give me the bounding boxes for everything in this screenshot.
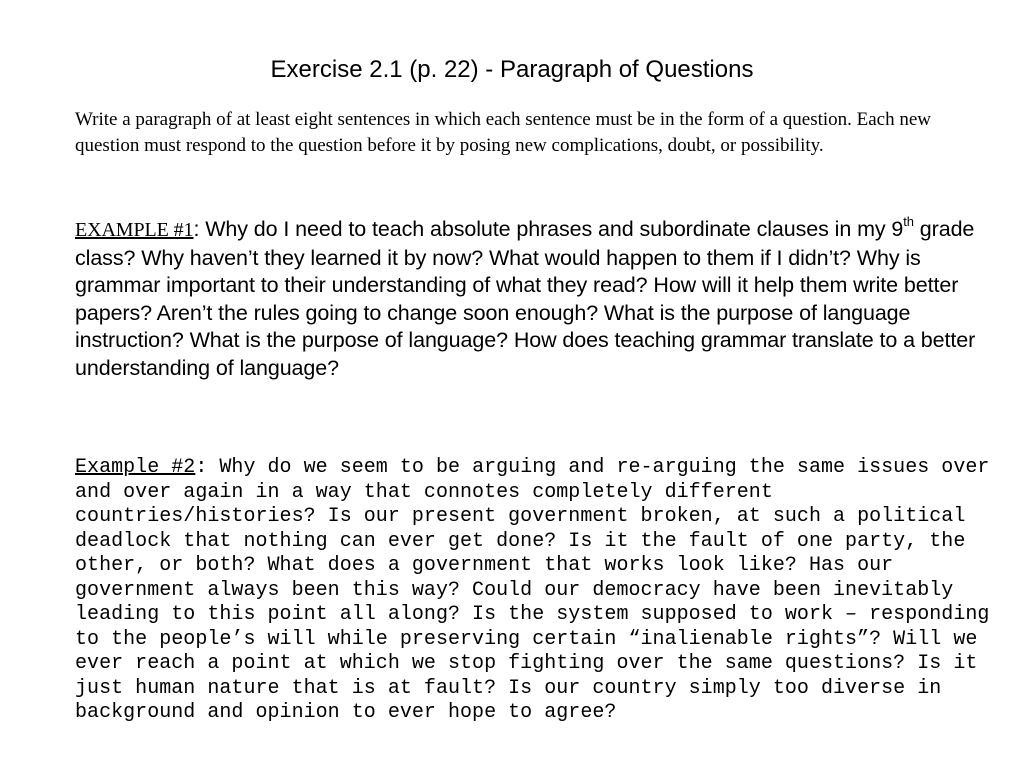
example-2-label: Example #2 — [75, 456, 196, 479]
example-2-paragraph — [75, 456, 995, 726]
example-1-paragraph — [75, 213, 990, 382]
instructions-paragraph: Write a paragraph of at least eight sentences in which each sentence must be in the form of a question. Each new question must respond to the question before it by posing new complications, doubt, or possibility. — [75, 109, 932, 156]
example-1-text-start: : Why do I need to teach absolute phrases and subordinate clauses in my 9 — [193, 217, 904, 241]
slide-title: Exercise 2.1 (p. 22) - Paragraph of Questions — [270, 56, 754, 83]
example-2-text: : Why do we seem to be arguing and re-arguing the same issues over and over again in a way that connotes completely different countries/histories? Is our present government broken, at such a political deadlock that nothing can ever get done? Is it the fault of one party, the other, or both? What does a government that works look like? Has our government always been this way? Could our democracy have been inevitably leading to this point all along? Is the system supposed to work – responding to the people’s will while preserving certain “inalienable rights”? Will we ever reach a point at which we stop fighting over the same questions? Is it just human nature that is at fault? Is our country simply too diverse in background and opinion to ever hope to agree? — [75, 456, 990, 724]
example-1-text-end: grade class? Why haven’t they learned it by now? What would happen to them if I didn’t? Why is grammar important to their understanding of what they read? How will it help them write better papers? Aren’t the rules going to change soon enough? What is the purpose of language instruction? What is the purpose of language? How does teaching grammar translate to a better understanding of language? — [75, 217, 976, 380]
example-1-label: EXAMPLE #1 — [75, 219, 194, 241]
ordinal-superscript: th — [903, 213, 914, 229]
